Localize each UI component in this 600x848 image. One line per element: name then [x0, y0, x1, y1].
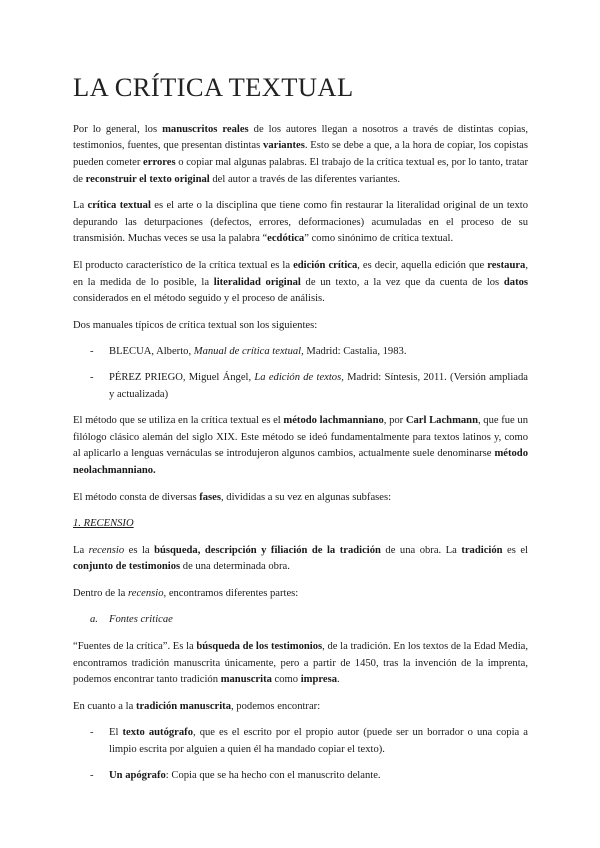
- paragraph-critical-edition: El producto característico de la crítica textual es la edición crítica, es decir, aquella edición que restaura, en la medida de lo posible, la literalidad original de un texto, a la vez que da cuenta de los datos considerados en el método seguido y el proceso de análisis.: [73, 259, 529, 305]
- tradition-list: [73, 725, 528, 784]
- paragraph-definition: La crítica textual es el arte o la disciplina que tiene como fin restaurar la literalidad original de un texto depurando las deturpaciones (defectos, errores, deformaciones) acumuladas en el proceso de su transmisión. Muchas veces se usa la palabra “ecdótica” como sinónimo de crítica textual.: [73, 200, 528, 245]
- paragraph-intro: Por lo general, los manuscritos reales de los autores llegan a nosotros a través de distintas copias, testimonios, fuentes, que presentan distintas variantes. Esto se debe a que, a la hora de copiar, los copistas pueden cometer errores o copiar mal algunas palabras. El trabajo de la crítica textual es, por lo tanto, tratar de reconstruir el texto original del autor a través de las diferentes variantes.: [73, 123, 529, 185]
- paragraph-method: El método que se utiliza en la crítica textual es el método lachmanniano, por Carl Lachmann, que fue un filólogo clásico alemán del siglo XIX. Este método se ideó fundamentalmente para textos latinos y, como al aplicarlo a lenguas vernáculas se introdujeron algunos cambios, actualmente suele denominarse método neolachmanniano.: [73, 415, 528, 476]
- paragraph-recensio-parts: Dentro de la recensio, encontramos diferentes partes:: [73, 587, 299, 599]
- list-item: - BLECUA, Alberto, Manual de crítica textual, Madrid: Castalia, 1983.: [90, 346, 407, 358]
- list-item: - PÉREZ PRIEGO, Miguel Ángel, La edición de textos, Madrid: Síntesis, 2011. (Versión ampliada y actualizada): [90, 371, 528, 400]
- paragraph-manuscript-tradition: En cuanto a la tradición manuscrita, podemos encontrar:: [73, 700, 321, 712]
- manuals-list: [73, 344, 528, 403]
- paragraph-manuals-intro: Dos manuales típicos de crítica textual son los siguientes:: [73, 319, 318, 331]
- paragraph-recensio: La recensio es la búsqueda, descripción y filiación de la tradición de una obra. La tradición es el conjunto de testimonios de una determinada obra.: [73, 544, 528, 573]
- subsection-fontes-criticae: a. Fontes criticae: [90, 614, 173, 626]
- paragraph-fontes: “Fuentes de la crítica”. Es la búsqueda de los testimonios, de la tradición. En los textos de la Edad Media, encontramos tradición manuscrita únicamente, pero a partir de 1450, tras la invención de la imprenta, podemos encontrar tanto tradición manuscrita como impresa.: [73, 641, 528, 686]
- section-heading-recensio: 1. RECENSIO: [73, 518, 134, 530]
- list-item: - Un apógrafo: Copia que se ha hecho con el manuscrito delante.: [90, 769, 381, 781]
- document-title: LA CRÍTICA TEXTUAL: [73, 72, 354, 102]
- paragraph-phases: El método consta de diversas fases, divididas a su vez en algunas subfases:: [73, 491, 392, 503]
- list-item: - El texto autógrafo, que es el escrito por el propio autor (puede ser un borrador o una copia a limpio escrita por alguien a quien él ha mandado copiar el texto).: [90, 727, 528, 756]
